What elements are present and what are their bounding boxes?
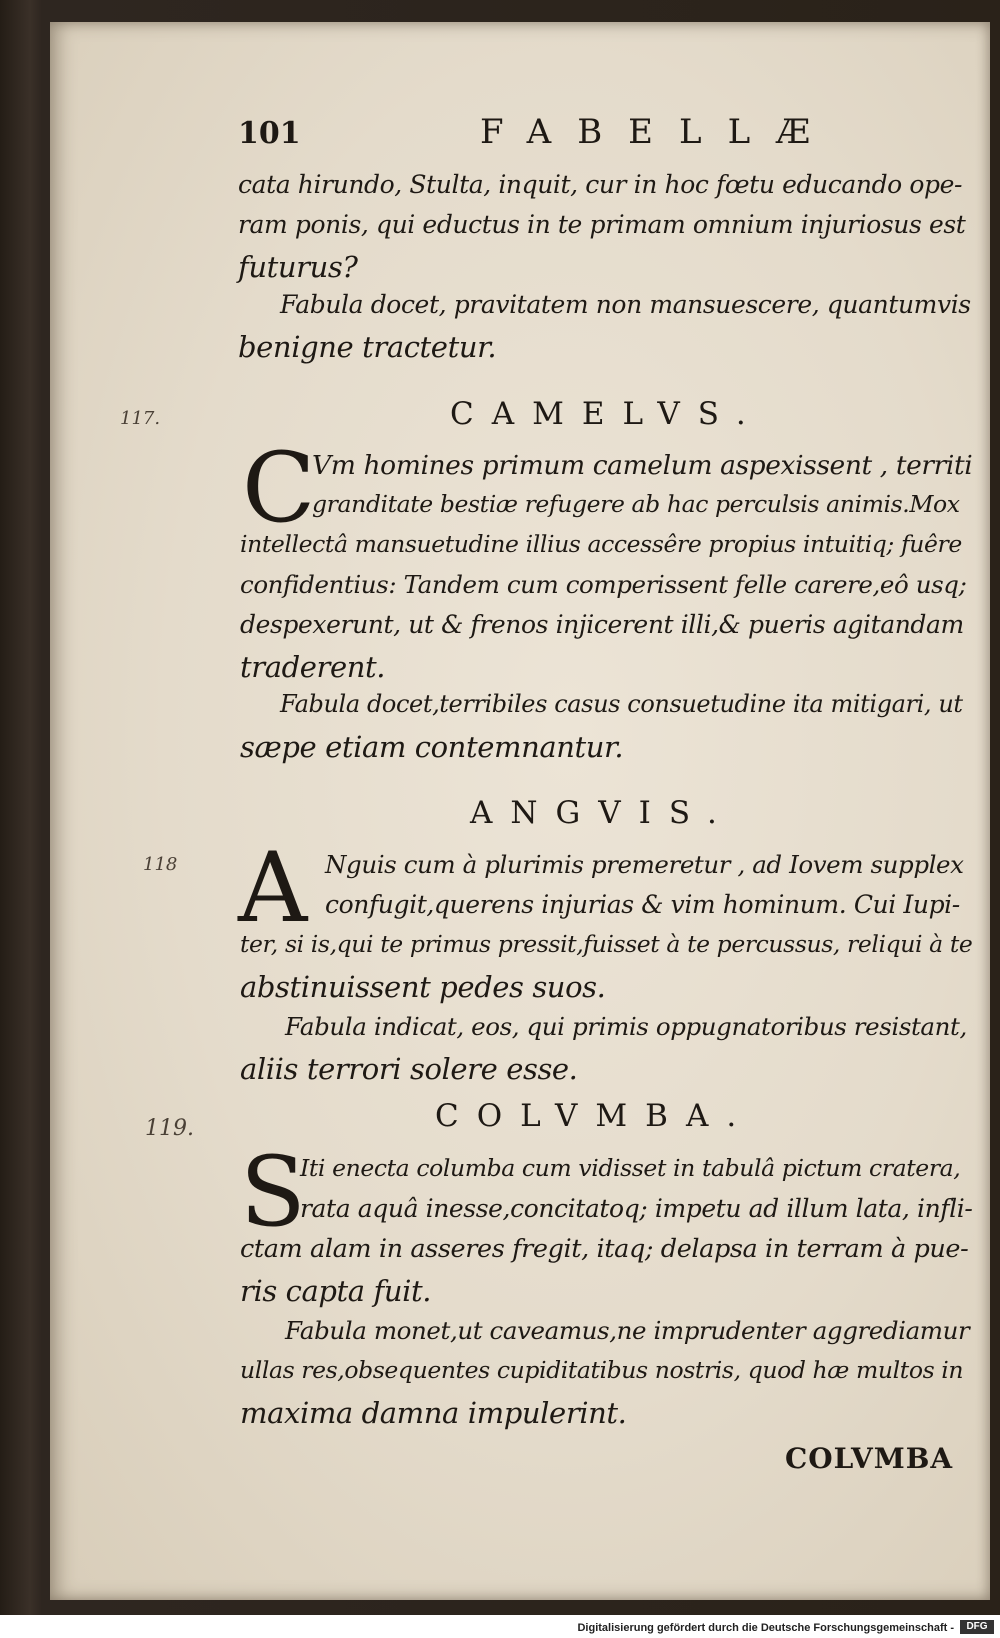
fable-line: confidentius: Tandem cum comperissent felle carere,eô usq; [240,570,967,599]
fable-line: confugit,querens injurias & vim hominum. Cui Iupi- [325,890,960,919]
intro-line: cata hirundo, Stulta, inquit, cur in hoc fœtu educando ope- [238,170,963,199]
fable-moral: Fabula docet,terribiles casus consuetudine ita mitigari, ut [280,690,963,718]
drop-cap: C [242,432,316,544]
catchword: COLVMBA [785,1442,954,1475]
margin-note: 119. [145,1116,194,1141]
dfg-logo: DFG [960,1620,994,1634]
intro-moral: Fabula docet, pravitatem non mansuescere, quantumvis [280,290,971,319]
fable-line: abstinuissent pedes suos. [240,970,606,1004]
intro-line: ram ponis, qui eductus in te primam omnium injuriosus est [238,210,966,239]
fable-line: Vm homines primum camelum aspexissent , territi [312,450,973,481]
drop-cap: A [238,832,308,944]
fable-line: ter, si is,qui te primus pressit,fuisset à te percussus, reliqui à te [240,930,973,958]
fable-line: sæpe etiam contemnantur. [240,730,624,764]
fable-line: ctam alam in asseres fregit, itaq; delapsa in terram à pue- [240,1234,969,1264]
running-title: FABELLÆ [480,112,837,152]
fable-title: COLVMBA. [435,1098,755,1134]
fable-line: ullas res,obsequentes cupiditatibus nostris, quod hæ multos in [240,1356,964,1384]
fable-line: intellectâ mansuetudine illius accessêre propius intuitiq; fuêre [240,530,962,558]
digitization-credit: Digitalisierung gefördert durch die Deutsche Forschungsgemeinschaft - [577,1622,954,1634]
fable-line: granditate bestiæ refugere ab hac perculsis animis.Mox [312,490,960,518]
fable-title: ANGVIS. [470,795,735,831]
fable-line: ris capta fuit. [240,1274,432,1308]
fable-line: aliis terrori solere esse. [240,1052,578,1086]
intro-line: futurus? [238,250,358,284]
intro-line: benigne tractetur. [238,330,497,364]
fable-title: CAMELVS. [450,396,764,432]
fable-line: traderent. [240,650,386,684]
drop-cap: S [240,1136,306,1248]
fable-line: Nguis cum à plurimis premeretur , ad Iovem supplex [325,850,964,879]
margin-note: 118 [143,854,178,875]
page-number: 101 [238,116,301,151]
margin-note: 117. [120,408,161,429]
fable-line: Iti enecta columba cum vidisset in tabulâ pictum cratera, [300,1154,961,1182]
fable-line: rata aquâ inesse,concitatoq; impetu ad illum lata, infli- [300,1194,973,1223]
fable-line: despexerunt, ut & frenos injicerent illi,& pueris agitandam [240,610,964,639]
fable-moral: Fabula monet,ut caveamus,ne imprudenter aggrediamur [285,1316,970,1345]
fable-line: maxima damna impulerint. [240,1396,627,1430]
fable-moral: Fabula indicat, eos, qui primis oppugnatoribus resistant, [285,1012,967,1041]
